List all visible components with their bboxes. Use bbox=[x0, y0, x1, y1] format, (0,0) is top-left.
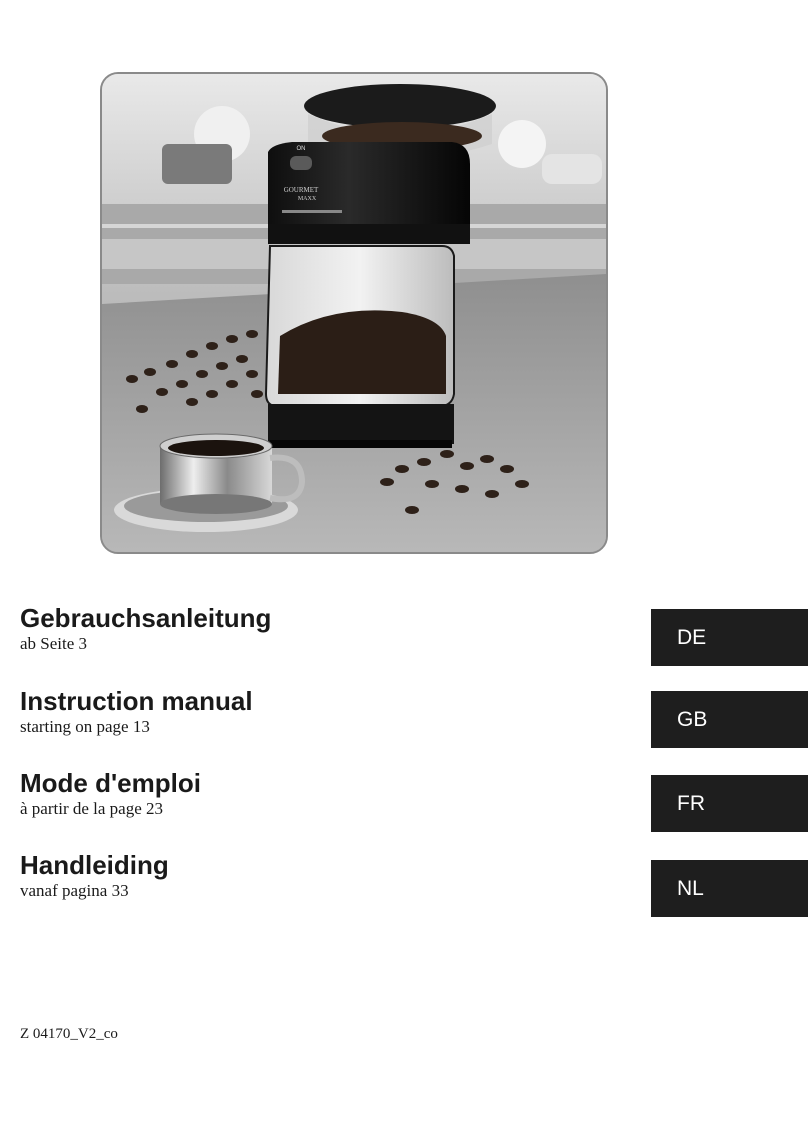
section-de bbox=[20, 603, 271, 655]
section-title: Gebrauchsanleitung bbox=[20, 603, 272, 633]
brand-line1: GOURMET bbox=[283, 186, 319, 194]
coffee-grinder-illustration bbox=[102, 74, 606, 552]
section-fr bbox=[20, 768, 201, 820]
section-subtitle: starting on page 13 bbox=[20, 717, 150, 736]
lang-tab-nl[interactable]: NL bbox=[651, 860, 808, 917]
document-code: Z 04170_V2_co bbox=[20, 1026, 118, 1042]
on-label: ON bbox=[296, 146, 306, 152]
lang-tab-de[interactable]: DE bbox=[651, 609, 808, 666]
section-title: Instruction manual bbox=[20, 686, 253, 716]
section-nl bbox=[20, 850, 169, 902]
product-photo bbox=[100, 72, 608, 554]
section-title: Mode d'emploi bbox=[20, 768, 201, 798]
lang-tab-gb[interactable]: GB bbox=[651, 691, 808, 748]
section-subtitle: vanaf pagina 33 bbox=[20, 881, 129, 900]
brand-line2: MAXX bbox=[297, 196, 317, 202]
section-title: Handleiding bbox=[20, 850, 169, 880]
section-subtitle: ab Seite 3 bbox=[20, 634, 88, 653]
section-subtitle: à partir de la page 23 bbox=[20, 799, 164, 818]
section-gb bbox=[20, 686, 253, 738]
lang-tab-fr[interactable]: FR bbox=[651, 775, 808, 832]
